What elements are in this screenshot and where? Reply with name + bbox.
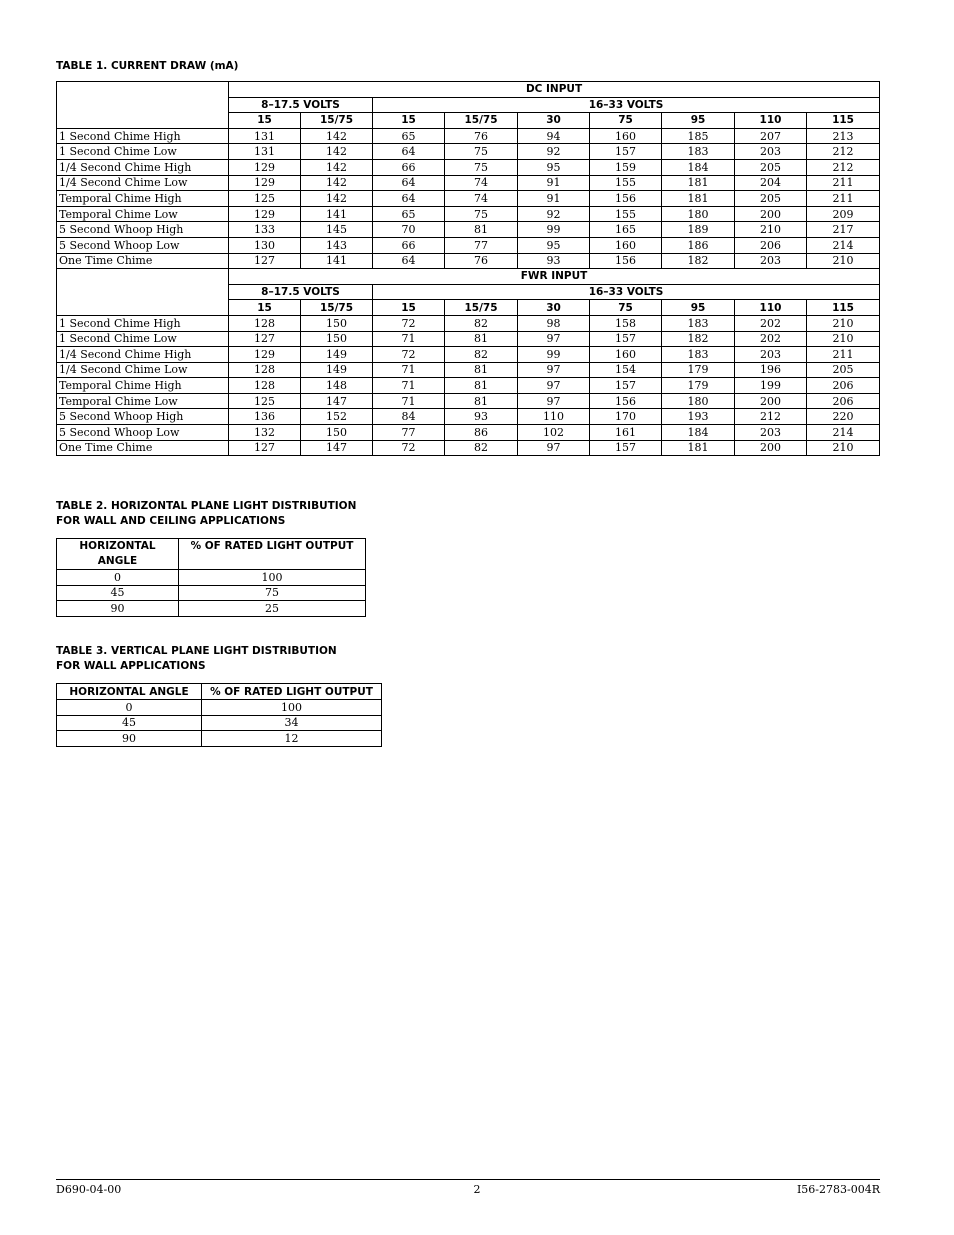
- section-heading: DC INPUT: [229, 82, 880, 98]
- table-row: [57, 440, 880, 456]
- current-value-cell: 210: [807, 253, 880, 269]
- table-row: [57, 191, 880, 207]
- row-label: 5 Second Whoop Low: [57, 237, 229, 253]
- table3-body: [57, 700, 382, 747]
- section-blank-cell: [57, 269, 229, 316]
- row-label: 1/4 Second Chime High: [57, 347, 229, 363]
- candela-column-header: 15/75: [445, 300, 518, 316]
- current-value-cell: 82: [445, 440, 518, 456]
- current-value-cell: 156: [590, 191, 662, 207]
- current-value-cell: 76: [445, 253, 518, 269]
- section-heading: FWR INPUT: [229, 269, 880, 285]
- current-value-cell: 77: [373, 425, 445, 441]
- current-value-cell: 203: [735, 144, 807, 160]
- current-value-cell: 71: [373, 331, 445, 347]
- current-value-cell: 200: [735, 206, 807, 222]
- current-value-cell: 95: [518, 159, 590, 175]
- current-value-cell: 147: [301, 393, 373, 409]
- current-value-cell: 147: [301, 440, 373, 456]
- current-value-cell: 81: [445, 362, 518, 378]
- current-draw-table-body: [57, 82, 880, 456]
- current-value-cell: 141: [301, 253, 373, 269]
- current-value-cell: 95: [518, 237, 590, 253]
- current-value-cell: 193: [662, 409, 735, 425]
- candela-column-header: 30: [518, 113, 590, 129]
- current-value-cell: 182: [662, 331, 735, 347]
- current-value-cell: 64: [373, 175, 445, 191]
- row-label: Temporal Chime High: [57, 378, 229, 394]
- current-value-cell: 82: [445, 315, 518, 331]
- current-value-cell: 156: [590, 393, 662, 409]
- current-value-cell: 133: [229, 222, 301, 238]
- current-value-cell: 183: [662, 315, 735, 331]
- current-value-cell: 127: [229, 253, 301, 269]
- current-draw-table: [56, 81, 880, 456]
- current-value-cell: 97: [518, 362, 590, 378]
- current-value-cell: 92: [518, 144, 590, 160]
- candela-column-header: 15: [229, 300, 301, 316]
- current-value-cell: 159: [590, 159, 662, 175]
- row-label: 5 Second Whoop Low: [57, 425, 229, 441]
- candela-column-header: 75: [590, 300, 662, 316]
- current-value-cell: 156: [590, 253, 662, 269]
- angle-cell: 45: [57, 585, 179, 601]
- candela-column-header: 15/75: [301, 113, 373, 129]
- current-value-cell: 127: [229, 440, 301, 456]
- row-label: One Time Chime: [57, 440, 229, 456]
- current-value-cell: 92: [518, 206, 590, 222]
- current-value-cell: 200: [735, 440, 807, 456]
- table-row: [57, 601, 366, 617]
- current-value-cell: 71: [373, 378, 445, 394]
- current-value-cell: 152: [301, 409, 373, 425]
- table-row: [57, 425, 880, 441]
- current-value-cell: 181: [662, 440, 735, 456]
- current-value-cell: 142: [301, 128, 373, 144]
- candela-column-header: 110: [735, 113, 807, 129]
- current-value-cell: 186: [662, 237, 735, 253]
- row-label: One Time Chime: [57, 253, 229, 269]
- candela-column-header: 15: [229, 113, 301, 129]
- candela-column-header: 115: [807, 113, 880, 129]
- current-value-cell: 149: [301, 362, 373, 378]
- current-value-cell: 150: [301, 425, 373, 441]
- current-value-cell: 84: [373, 409, 445, 425]
- light-output-cell: 100: [179, 570, 366, 586]
- row-label: Temporal Chime High: [57, 191, 229, 207]
- current-value-cell: 200: [735, 393, 807, 409]
- current-value-cell: 131: [229, 144, 301, 160]
- current-value-cell: 160: [590, 237, 662, 253]
- current-value-cell: 211: [807, 175, 880, 191]
- light-output-cell: 12: [202, 731, 382, 747]
- current-value-cell: 211: [807, 347, 880, 363]
- current-value-cell: 220: [807, 409, 880, 425]
- current-value-cell: 214: [807, 425, 880, 441]
- table3-title: [56, 644, 337, 674]
- table2-title: [56, 499, 356, 529]
- current-value-cell: 157: [590, 378, 662, 394]
- voltage-group-low: 8–17.5 VOLTS: [229, 97, 373, 113]
- table-row: [57, 585, 366, 601]
- current-value-cell: 217: [807, 222, 880, 238]
- table2-header-angle: HORIZONTAL ANGLE: [57, 539, 179, 570]
- current-value-cell: 97: [518, 331, 590, 347]
- current-value-cell: 81: [445, 378, 518, 394]
- candela-column-header: 15/75: [301, 300, 373, 316]
- current-value-cell: 70: [373, 222, 445, 238]
- current-value-cell: 210: [807, 440, 880, 456]
- current-value-cell: 91: [518, 191, 590, 207]
- current-value-cell: 210: [807, 331, 880, 347]
- current-value-cell: 199: [735, 378, 807, 394]
- current-value-cell: 207: [735, 128, 807, 144]
- current-value-cell: 150: [301, 315, 373, 331]
- current-value-cell: 129: [229, 347, 301, 363]
- current-value-cell: 212: [807, 144, 880, 160]
- current-value-cell: 205: [735, 159, 807, 175]
- row-label: 5 Second Whoop High: [57, 222, 229, 238]
- current-value-cell: 65: [373, 128, 445, 144]
- current-value-cell: 157: [590, 144, 662, 160]
- current-value-cell: 213: [807, 128, 880, 144]
- current-value-cell: 129: [229, 159, 301, 175]
- voltage-group-high: 16–33 VOLTS: [373, 284, 880, 300]
- row-label: 5 Second Whoop High: [57, 409, 229, 425]
- current-value-cell: 142: [301, 144, 373, 160]
- current-value-cell: 65: [373, 206, 445, 222]
- current-value-cell: 75: [445, 206, 518, 222]
- candela-column-header: 115: [807, 300, 880, 316]
- current-value-cell: 141: [301, 206, 373, 222]
- current-value-cell: 214: [807, 237, 880, 253]
- light-output-cell: 75: [179, 585, 366, 601]
- table-row: [57, 700, 382, 716]
- table2-title-line2: FOR WALL AND CEILING APPLICATIONS: [56, 515, 286, 527]
- current-value-cell: 93: [445, 409, 518, 425]
- current-value-cell: 97: [518, 440, 590, 456]
- current-value-cell: 64: [373, 144, 445, 160]
- table3-title-line2: FOR WALL APPLICATIONS: [56, 660, 206, 672]
- table-row: [57, 206, 880, 222]
- current-value-cell: 72: [373, 347, 445, 363]
- current-value-cell: 189: [662, 222, 735, 238]
- current-value-cell: 81: [445, 331, 518, 347]
- angle-cell: 0: [57, 700, 202, 716]
- row-label: 1/4 Second Chime Low: [57, 175, 229, 191]
- current-value-cell: 183: [662, 347, 735, 363]
- current-value-cell: 74: [445, 175, 518, 191]
- current-value-cell: 93: [518, 253, 590, 269]
- angle-cell: 45: [57, 715, 202, 731]
- table2-title-line1: TABLE 2. HORIZONTAL PLANE LIGHT DISTRIBUTION: [56, 500, 357, 512]
- current-value-cell: 81: [445, 222, 518, 238]
- current-value-cell: 99: [518, 347, 590, 363]
- current-value-cell: 75: [445, 144, 518, 160]
- candela-column-header: 110: [735, 300, 807, 316]
- current-value-cell: 182: [662, 253, 735, 269]
- current-value-cell: 127: [229, 331, 301, 347]
- row-label: 1 Second Chime High: [57, 315, 229, 331]
- row-label: 1 Second Chime Low: [57, 331, 229, 347]
- current-value-cell: 210: [807, 315, 880, 331]
- current-value-cell: 86: [445, 425, 518, 441]
- current-value-cell: 205: [735, 191, 807, 207]
- current-value-cell: 206: [807, 378, 880, 394]
- footer-page-number: 2: [473, 1183, 481, 1196]
- current-value-cell: 158: [590, 315, 662, 331]
- table-row: [57, 409, 880, 425]
- current-value-cell: 64: [373, 253, 445, 269]
- current-value-cell: 179: [662, 362, 735, 378]
- current-value-cell: 212: [807, 159, 880, 175]
- voltage-group-low: 8–17.5 VOLTS: [229, 284, 373, 300]
- current-value-cell: 97: [518, 393, 590, 409]
- section-blank-cell: [57, 82, 229, 129]
- table3-title-line1: TABLE 3. VERTICAL PLANE LIGHT DISTRIBUTION: [56, 645, 337, 657]
- current-value-cell: 91: [518, 175, 590, 191]
- table-row: [57, 362, 880, 378]
- current-value-cell: 72: [373, 315, 445, 331]
- row-label: Temporal Chime Low: [57, 393, 229, 409]
- section-heading-row: [57, 82, 880, 98]
- current-value-cell: 157: [590, 331, 662, 347]
- table-row: [57, 237, 880, 253]
- section-heading-row: [57, 269, 880, 285]
- current-value-cell: 180: [662, 393, 735, 409]
- current-value-cell: 206: [807, 393, 880, 409]
- table3-header-angle: HORIZONTAL ANGLE: [57, 684, 202, 700]
- current-value-cell: 132: [229, 425, 301, 441]
- current-value-cell: 125: [229, 393, 301, 409]
- current-value-cell: 210: [735, 222, 807, 238]
- table-row: [57, 222, 880, 238]
- current-value-cell: 202: [735, 315, 807, 331]
- current-value-cell: 203: [735, 347, 807, 363]
- table-row: [57, 347, 880, 363]
- table-row: [57, 315, 880, 331]
- current-value-cell: 75: [445, 159, 518, 175]
- light-output-cell: 25: [179, 601, 366, 617]
- current-value-cell: 81: [445, 393, 518, 409]
- current-value-cell: 170: [590, 409, 662, 425]
- current-value-cell: 145: [301, 222, 373, 238]
- current-value-cell: 142: [301, 175, 373, 191]
- current-value-cell: 129: [229, 175, 301, 191]
- current-value-cell: 202: [735, 331, 807, 347]
- table-row: [57, 731, 382, 747]
- current-value-cell: 179: [662, 378, 735, 394]
- current-value-cell: 203: [735, 425, 807, 441]
- current-value-cell: 143: [301, 237, 373, 253]
- current-value-cell: 131: [229, 128, 301, 144]
- candela-column-header: 15: [373, 300, 445, 316]
- current-value-cell: 142: [301, 191, 373, 207]
- current-value-cell: 154: [590, 362, 662, 378]
- current-value-cell: 209: [807, 206, 880, 222]
- current-value-cell: 71: [373, 362, 445, 378]
- current-value-cell: 128: [229, 378, 301, 394]
- current-value-cell: 128: [229, 362, 301, 378]
- table-row: [57, 175, 880, 191]
- voltage-group-high: 16–33 VOLTS: [373, 97, 880, 113]
- current-value-cell: 181: [662, 175, 735, 191]
- candela-column-header: 15/75: [445, 113, 518, 129]
- current-value-cell: 74: [445, 191, 518, 207]
- table-row: [57, 159, 880, 175]
- candela-column-header: 95: [662, 113, 735, 129]
- light-output-cell: 34: [202, 715, 382, 731]
- current-value-cell: 181: [662, 191, 735, 207]
- table-row: [57, 331, 880, 347]
- current-value-cell: 102: [518, 425, 590, 441]
- current-value-cell: 129: [229, 206, 301, 222]
- current-value-cell: 136: [229, 409, 301, 425]
- current-value-cell: 71: [373, 393, 445, 409]
- current-value-cell: 149: [301, 347, 373, 363]
- table-row: [57, 144, 880, 160]
- table3-header-output: % OF RATED LIGHT OUTPUT: [202, 684, 382, 700]
- current-value-cell: 184: [662, 425, 735, 441]
- row-label: 1/4 Second Chime Low: [57, 362, 229, 378]
- table-row: [57, 253, 880, 269]
- current-value-cell: 130: [229, 237, 301, 253]
- current-value-cell: 142: [301, 159, 373, 175]
- current-value-cell: 64: [373, 191, 445, 207]
- current-value-cell: 155: [590, 206, 662, 222]
- candela-column-header: 30: [518, 300, 590, 316]
- table1-title: TABLE 1. CURRENT DRAW (mA): [56, 60, 239, 72]
- current-value-cell: 128: [229, 315, 301, 331]
- current-value-cell: 160: [590, 347, 662, 363]
- current-value-cell: 206: [735, 237, 807, 253]
- vertical-distribution-table: [56, 683, 382, 747]
- current-value-cell: 110: [518, 409, 590, 425]
- angle-cell: 0: [57, 570, 179, 586]
- footer-rule: [56, 1179, 880, 1180]
- table2-body: [57, 570, 366, 617]
- horizontal-distribution-table: [56, 538, 366, 617]
- current-value-cell: 125: [229, 191, 301, 207]
- footer-doc-number: D690-04-00: [56, 1183, 122, 1196]
- current-value-cell: 77: [445, 237, 518, 253]
- current-value-cell: 76: [445, 128, 518, 144]
- current-value-cell: 82: [445, 347, 518, 363]
- row-label: 1 Second Chime High: [57, 128, 229, 144]
- current-value-cell: 157: [590, 440, 662, 456]
- angle-cell: 90: [57, 601, 179, 617]
- table-row: [57, 715, 382, 731]
- current-value-cell: 98: [518, 315, 590, 331]
- current-value-cell: 184: [662, 159, 735, 175]
- current-value-cell: 204: [735, 175, 807, 191]
- table-row: [57, 378, 880, 394]
- candela-column-header: 75: [590, 113, 662, 129]
- current-value-cell: 196: [735, 362, 807, 378]
- row-label: Temporal Chime Low: [57, 206, 229, 222]
- candela-column-header: 15: [373, 113, 445, 129]
- row-label: 1 Second Chime Low: [57, 144, 229, 160]
- footer-form-number: I56-2783-004R: [796, 1183, 880, 1196]
- current-value-cell: 205: [807, 362, 880, 378]
- current-value-cell: 180: [662, 206, 735, 222]
- current-value-cell: 72: [373, 440, 445, 456]
- angle-cell: 90: [57, 731, 202, 747]
- table-row: [57, 128, 880, 144]
- light-output-cell: 100: [202, 700, 382, 716]
- current-value-cell: 160: [590, 128, 662, 144]
- current-value-cell: 183: [662, 144, 735, 160]
- current-value-cell: 66: [373, 159, 445, 175]
- current-value-cell: 66: [373, 237, 445, 253]
- current-value-cell: 99: [518, 222, 590, 238]
- current-value-cell: 148: [301, 378, 373, 394]
- current-value-cell: 212: [735, 409, 807, 425]
- current-value-cell: 165: [590, 222, 662, 238]
- table-row: [57, 570, 366, 586]
- table2-header-output: % OF RATED LIGHT OUTPUT: [179, 539, 366, 570]
- current-value-cell: 97: [518, 378, 590, 394]
- candela-column-header: 95: [662, 300, 735, 316]
- table-row: [57, 393, 880, 409]
- current-value-cell: 161: [590, 425, 662, 441]
- current-value-cell: 185: [662, 128, 735, 144]
- current-value-cell: 211: [807, 191, 880, 207]
- current-value-cell: 150: [301, 331, 373, 347]
- row-label: 1/4 Second Chime High: [57, 159, 229, 175]
- current-value-cell: 155: [590, 175, 662, 191]
- current-value-cell: 94: [518, 128, 590, 144]
- current-value-cell: 203: [735, 253, 807, 269]
